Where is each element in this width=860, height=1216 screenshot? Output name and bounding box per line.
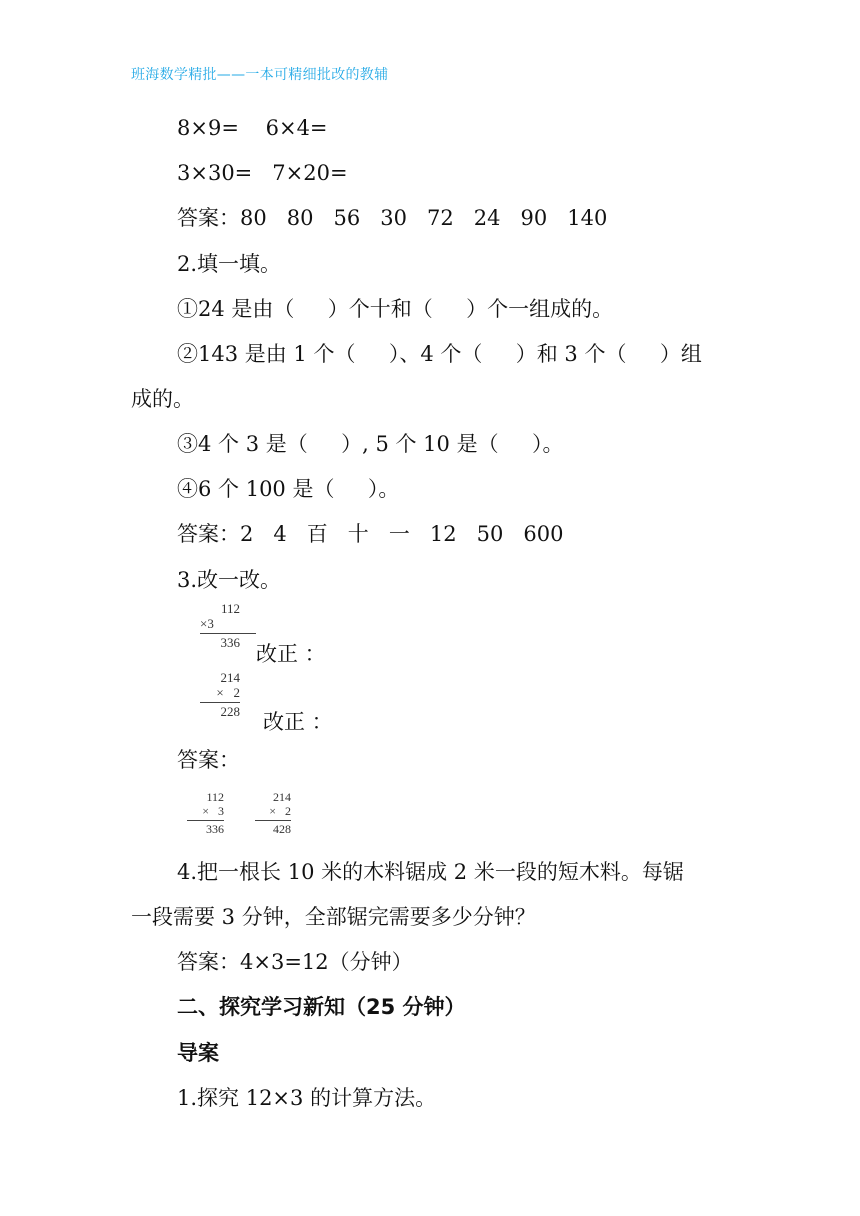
product: 428 (273, 822, 291, 836)
multiplier: × 2 (269, 804, 291, 818)
problem-line: 3×30= 7×20= (177, 161, 348, 185)
answer-multiplication (187, 790, 224, 836)
subsection-heading: 导案 (177, 1041, 219, 1065)
question-continued: 一段需要 3 分钟，全部锯完需要多少分钟？ (131, 905, 536, 929)
multiplicand: 214 (273, 790, 291, 804)
vertical-multiplication (200, 670, 240, 719)
multiplicand: 112 (206, 790, 224, 804)
question-item: ②143 是由 1 个（ ）、4 个（ ）和 3 个（ ）组 (177, 342, 702, 366)
page-header: 班海数学精批——一本可精细批改的教辅 (131, 67, 389, 83)
answer-multiplication (255, 790, 291, 836)
multiplicand: 112 (220, 601, 240, 616)
product: 336 (220, 635, 240, 650)
multiplier: × 3 (202, 804, 224, 818)
multiplier: ×3 (200, 616, 214, 631)
answer-line: 答案：4×3=12（分钟） (177, 950, 413, 974)
calc-rule (187, 820, 224, 821)
calc-rule (200, 633, 256, 634)
calc-rule (200, 702, 240, 703)
product: 228 (220, 704, 240, 719)
question-heading: 1.探究 12×3 的计算方法。 (177, 1086, 437, 1110)
question-heading: 4.把一根长 10 米的木料锯成 2 米一段的短木料。每锯 (177, 860, 684, 884)
answer-line: 答案： (177, 748, 240, 772)
question-heading: 3.改一改。 (177, 568, 282, 592)
question-item: ①24 是由（ ）个十和（ ）个一组成的。 (177, 297, 614, 321)
multiplier: × 2 (216, 685, 240, 700)
answer-line: 答案：2 4 百 十 一 12 50 600 (177, 522, 564, 546)
answer-line: 答案：80 80 56 30 72 24 90 140 (177, 206, 608, 230)
correction-label: 改正 ： (263, 710, 333, 734)
problem-line: 8×9= 6×4= (177, 116, 328, 140)
section-heading: 二、探究学习新知（25 分钟） (177, 995, 466, 1019)
question-heading: 2.填一填。 (177, 252, 282, 276)
question-item: ③4 个 3 是（ ）, 5 个 10 是（ ）。 (177, 432, 564, 456)
question-item: ④6 个 100 是（ ）。 (177, 477, 400, 501)
calc-rule (255, 820, 291, 821)
multiplicand: 214 (220, 670, 240, 685)
vertical-multiplication (200, 601, 256, 650)
correction-label: 改正 ： (256, 642, 326, 666)
question-item-continued: 成的。 (131, 387, 194, 411)
product: 336 (206, 822, 224, 836)
